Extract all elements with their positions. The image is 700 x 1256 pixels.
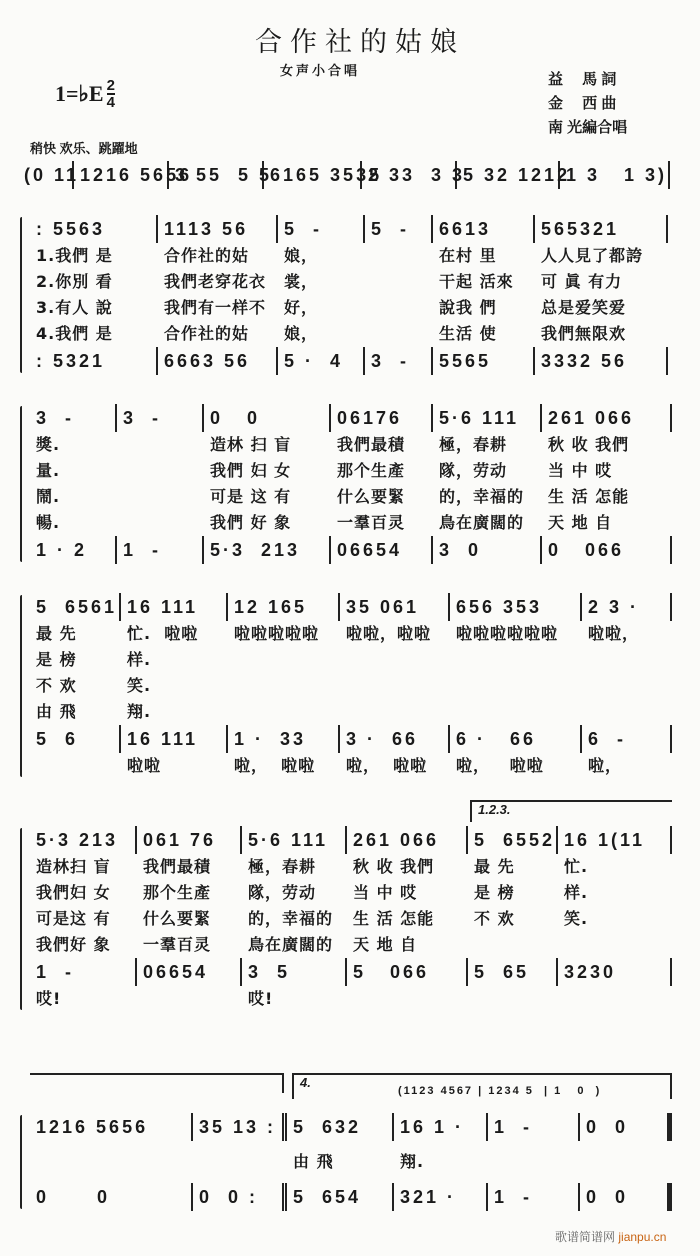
lyric-segment: 我們妇 女 <box>36 883 111 902</box>
lyric-segment: 忙. 啦啦 <box>127 624 199 643</box>
credits <box>548 68 627 140</box>
lyric-segment: 是 榜 <box>36 650 77 669</box>
lyric-segment <box>117 510 204 536</box>
lyric-segment: 暢. <box>36 513 61 532</box>
lyric-verse-1 <box>30 432 672 458</box>
lyric-segment <box>488 1141 580 1183</box>
measure: 5 32 1212 <box>457 161 560 189</box>
lyric-segment <box>468 932 558 958</box>
lyric-segment: 鳥在廣闊的 <box>248 935 334 954</box>
measure: 0 0 <box>580 1113 672 1141</box>
lyric-segment: 哎! <box>248 989 274 1008</box>
lyric-segment: 我們最積 <box>143 857 212 876</box>
measure: (0 11 <box>18 161 74 189</box>
measure: 061 76 <box>137 826 242 854</box>
measure: 1 - <box>117 536 204 564</box>
volta-first-ending: 1.2.3. <box>470 800 672 822</box>
lyric-segment: 最 先 <box>36 624 77 643</box>
measure: 3332 56 <box>535 347 668 375</box>
lyric-segment: 生活 使 <box>439 324 497 343</box>
lyric-verse-2 <box>30 880 672 906</box>
lyric-segment <box>450 673 582 699</box>
lyric-segment: 笑. <box>127 676 152 695</box>
measure: 06176 <box>331 404 433 432</box>
lyric-segment: 極，春耕 <box>439 435 508 454</box>
lyric-segment: 娘， <box>284 324 319 343</box>
measure: 1 - <box>30 958 137 986</box>
measure: 3 - <box>117 404 204 432</box>
lyric-segment: 秋 收 我們 <box>548 435 630 454</box>
measure: 06654 <box>331 536 433 564</box>
lyric-segment <box>558 932 672 958</box>
lyric-segment: 3.有人 說 <box>36 298 113 317</box>
lyric-verse-3 <box>30 906 672 932</box>
lyric-segment: 啦啦啦啦啦 <box>234 624 320 643</box>
lyric-verse-4 <box>30 510 672 536</box>
measure: 3 · 66 <box>340 725 450 753</box>
lyric-segment: 裳， <box>284 272 319 291</box>
measure: 5 6 <box>30 725 121 753</box>
lyric-segment: 翔. <box>127 702 152 721</box>
instrumental-line: (1123 4567 | 1234 5 | 1 0 ) <box>398 1085 602 1097</box>
key-signature <box>55 78 115 110</box>
lyric-verse-3 <box>30 673 672 699</box>
lyric-segment <box>228 673 340 699</box>
measure: 3 0 <box>433 536 542 564</box>
measure: 1216 5656 <box>30 1113 193 1141</box>
measure: 16 111 <box>121 725 228 753</box>
measure: 0 0 : <box>193 1183 287 1211</box>
lyric-segment: 我們好 象 <box>36 935 111 954</box>
lyric-segment <box>365 295 433 321</box>
watermark <box>555 1228 666 1245</box>
measure: 3 - <box>365 347 433 375</box>
lyric-segment: 什么要緊 <box>143 909 212 928</box>
lyric-segment <box>580 1141 672 1183</box>
watermark-cn: 歌谱简谱网 <box>555 1230 616 1244</box>
lyric-segment: 干起 活來 <box>439 272 514 291</box>
lyric-segment: 不 欢 <box>474 909 515 928</box>
system-3 <box>30 593 672 779</box>
measure: 5 654 <box>287 1183 394 1211</box>
lyric-segment <box>450 647 582 673</box>
measure: 5 6552 <box>468 826 558 854</box>
lyric-segment <box>117 484 204 510</box>
lyric-segment <box>365 321 433 347</box>
volta-fourth-ending: 4. <box>292 1073 672 1099</box>
lyric-segment: 最 先 <box>474 857 515 876</box>
lyric-segment: 啦啦， <box>588 624 640 643</box>
measure: 2 3 · <box>582 593 672 621</box>
lyric-segment: 秋 收 我們 <box>353 857 435 876</box>
lower-voice <box>30 958 672 986</box>
lyric-segment: 獎. <box>36 435 61 454</box>
lyric-segment <box>228 699 340 725</box>
lyricist: 益 馬 詞 <box>548 71 617 88</box>
lyric-segment: 合作社的姑 <box>164 324 250 343</box>
composer: 金 西 曲 <box>548 95 617 112</box>
measure: 0 066 <box>542 536 672 564</box>
lyric-verse-1 <box>30 854 672 880</box>
lyric-segment: 总是爱笑爱 <box>541 298 627 317</box>
lyric-segment: 啦啦 <box>127 756 162 775</box>
measure: 656 353 <box>450 593 582 621</box>
time-top: 2 <box>106 77 115 94</box>
key-label: 1=♭E <box>55 81 104 106</box>
measure: 3230 <box>558 958 672 986</box>
measure: 1 - <box>488 1183 580 1211</box>
lyric-segment: 鳥在廣闊的 <box>439 513 525 532</box>
lyric-segment <box>582 699 672 725</box>
lyric-segment: 我們老穿花衣 <box>164 272 267 291</box>
lyric-segment: 样. <box>564 883 589 902</box>
measure: 5 066 <box>347 958 468 986</box>
upper-voice <box>30 215 668 243</box>
measure: : 5563 <box>30 215 158 243</box>
lyric-segment <box>340 647 450 673</box>
measure: 12 165 <box>228 593 340 621</box>
lyric-segment: 生 活 怎能 <box>353 909 435 928</box>
lyric-verse-1 <box>30 243 668 269</box>
lyric-segment: 不 欢 <box>36 676 77 695</box>
measure: 16 111 <box>121 593 228 621</box>
lyric-segment <box>347 986 468 1012</box>
upper-voice <box>30 404 672 432</box>
measure: 35 061 <box>340 593 450 621</box>
lyric-segment: 隊，劳动 <box>248 883 317 902</box>
lyric-segment <box>450 699 582 725</box>
lyric-segment <box>468 986 558 1012</box>
measure: 3 5 <box>242 958 347 986</box>
lyric-verse-2 <box>30 647 672 673</box>
measure: 1 - <box>488 1113 580 1141</box>
arranger: 南 光編合唱 <box>548 119 628 136</box>
lyric-segment: 哎! <box>36 989 62 1008</box>
lyric-verse-4 <box>30 699 672 725</box>
lyric-segment: 的，幸福的 <box>439 487 525 506</box>
lyric-segment: 隊，劳动 <box>439 461 508 480</box>
lyric-segment <box>117 458 204 484</box>
subtitle: 女声小合唱 <box>280 63 361 78</box>
measure: 1216 5656 <box>74 161 169 189</box>
lyric-segment <box>117 432 204 458</box>
lyric-verse-3 <box>30 484 672 510</box>
lower-voice <box>30 725 672 753</box>
measure: 5 - <box>365 215 433 243</box>
measure: 5 · 4 <box>278 347 365 375</box>
system-2 <box>30 404 672 564</box>
measure: 1 3 1 3) <box>560 161 670 189</box>
lyric-segment <box>228 647 340 673</box>
measure: 1 · 33 <box>228 725 340 753</box>
measure: 565321 <box>535 215 668 243</box>
lower-voice-lyrics <box>30 986 672 1012</box>
measure: 1113 56 <box>158 215 278 243</box>
lower-voice-lyrics <box>30 753 672 779</box>
lyric-verse-4 <box>30 932 672 958</box>
measure: 5·3 213 <box>204 536 331 564</box>
lyric-segment: 我們 好 象 <box>210 513 292 532</box>
lower-voice <box>30 1183 672 1211</box>
measure: 1 · 2 <box>30 536 117 564</box>
system-1 <box>30 215 668 375</box>
measure: 2 33 3 3 <box>362 161 457 189</box>
lyric-segment: 4.我們 是 <box>36 324 113 343</box>
lyric-verse-2 <box>30 458 672 484</box>
lyric-segment: 那个生產 <box>337 461 406 480</box>
lyric-segment: 啦， 啦啦 <box>346 756 428 775</box>
lyric-segment: 說我 們 <box>439 298 497 317</box>
lyric-segment: 娘， <box>284 246 319 265</box>
lyric-segment: 当 中 哎 <box>548 461 613 480</box>
measure: 6 - <box>582 725 672 753</box>
lyric-segment: 忙. <box>564 857 589 876</box>
measure: 35 13 : <box>193 1113 287 1141</box>
time-bottom: 4 <box>106 94 115 111</box>
lyric-segment: 的，幸福的 <box>248 909 334 928</box>
lyric-segment <box>340 699 450 725</box>
lower-voice <box>30 536 672 564</box>
lyric-segment: 可是 这 有 <box>210 487 292 506</box>
system-5 <box>30 1113 672 1211</box>
lyric-segment: 翔. <box>400 1152 425 1171</box>
lyric-segment: 極，春耕 <box>248 857 317 876</box>
measure: 5 6561 <box>30 593 121 621</box>
lyric-segment <box>30 1141 193 1183</box>
lyric-segment: 笑. <box>564 909 589 928</box>
lyric-segment: 合作社的姑 <box>164 246 250 265</box>
measure: 3 55 5 5 <box>169 161 264 189</box>
lyric-segment: 造林扫 盲 <box>36 857 111 876</box>
lyric-segment <box>193 1141 287 1183</box>
lyric-segment: 由 飛 <box>36 702 77 721</box>
measure: 261 066 <box>542 404 672 432</box>
upper-voice <box>30 826 672 854</box>
lyric-segment: 当 中 哎 <box>353 883 418 902</box>
lyric-segment: 那个生產 <box>143 883 212 902</box>
measure: 16 1 · <box>394 1113 488 1141</box>
measure: 06654 <box>137 958 242 986</box>
system-4 <box>30 826 672 1012</box>
lyric-segment: 量. <box>36 461 61 480</box>
lyric-segment: 是 榜 <box>474 883 515 902</box>
upper-voice <box>30 593 672 621</box>
lyric-segment <box>365 243 433 269</box>
lyric-segment: 鬧. <box>36 487 61 506</box>
lyric-segment: 什么要緊 <box>337 487 406 506</box>
lyric-segment: 好， <box>284 298 319 317</box>
lyric-segment <box>340 673 450 699</box>
lyric-segment: 啦， 啦啦 <box>456 756 544 775</box>
lyric-segment <box>582 673 672 699</box>
measure: 6663 56 <box>158 347 278 375</box>
lyric-segment: 我們無限欢 <box>541 324 627 343</box>
measure: 5·3 213 <box>30 826 137 854</box>
measure: 5·6 111 <box>242 826 347 854</box>
measure: 5565 <box>433 347 535 375</box>
measure: 0 0 <box>30 1183 193 1211</box>
measure: 16 1(11 <box>558 826 672 854</box>
lyric-segment <box>582 647 672 673</box>
lyric-segment: 天 地 自 <box>548 513 613 532</box>
lyric-segment: 啦啦啦啦啦啦 <box>456 624 559 643</box>
watermark-en: jianpu.cn <box>618 1230 667 1244</box>
lyric-segment <box>558 986 672 1012</box>
intro-notes <box>18 161 670 189</box>
lyric-segment <box>365 269 433 295</box>
upper-voice <box>30 1113 672 1141</box>
measure: 5 632 <box>287 1113 394 1141</box>
lyric-segment: 我們最積 <box>337 435 406 454</box>
time-signature <box>107 78 115 110</box>
measure: 5·6 111 <box>433 404 542 432</box>
lyric-segment: 人人見了都誇 <box>541 246 644 265</box>
measure: : 5321 <box>30 347 158 375</box>
lyric-verse-3 <box>30 295 668 321</box>
song-title: 合作社的姑娘 <box>255 27 465 58</box>
measure: 0 0 <box>204 404 331 432</box>
measure: 6165 3535 <box>264 161 362 189</box>
lyric-segment: 样. <box>127 650 152 669</box>
lower-voice <box>30 347 668 375</box>
measure: 261 066 <box>347 826 468 854</box>
lyric-segment: 一羣百灵 <box>337 513 406 532</box>
lyric-segment: 可是这 有 <box>36 909 111 928</box>
lyric-segment: 在村 里 <box>439 246 497 265</box>
lyric-segment: 天 地 自 <box>353 935 418 954</box>
lyric-segment <box>30 753 121 779</box>
lyric-verse-1 <box>30 1141 672 1183</box>
measure: 5 65 <box>468 958 558 986</box>
volta-continuation <box>30 1073 284 1093</box>
lyric-verse-2 <box>30 269 668 295</box>
lyric-verse-1 <box>30 621 672 647</box>
measure: 6613 <box>433 215 535 243</box>
measure: 321 · <box>394 1183 488 1211</box>
lyric-segment: 2.你別 看 <box>36 272 113 291</box>
lyric-segment: 啦， <box>588 756 623 775</box>
lyric-segment: 啦啦，啦啦 <box>346 624 432 643</box>
measure: 5 - <box>278 215 365 243</box>
lyric-segment: 1.我們 是 <box>36 246 113 265</box>
lyric-segment <box>137 986 242 1012</box>
lyric-segment: 啦， 啦啦 <box>234 756 316 775</box>
lyric-segment: 可 眞 有力 <box>541 272 623 291</box>
intro-system <box>18 161 670 189</box>
lyric-verse-4 <box>30 321 668 347</box>
measure: 6 · 66 <box>450 725 582 753</box>
lyric-segment: 造林 扫 盲 <box>210 435 292 454</box>
measure: 0 0 <box>580 1183 672 1211</box>
lyric-segment: 生 活 怎能 <box>548 487 630 506</box>
lyric-segment: 由 飛 <box>293 1152 334 1171</box>
measure: 3 - <box>30 404 117 432</box>
lyric-segment: 一羣百灵 <box>143 935 212 954</box>
tempo-marking: 稍快 欢乐、跳躍地 <box>30 141 138 156</box>
lyric-segment: 我們 妇 女 <box>210 461 292 480</box>
lyric-segment: 我們有一样不 <box>164 298 267 317</box>
